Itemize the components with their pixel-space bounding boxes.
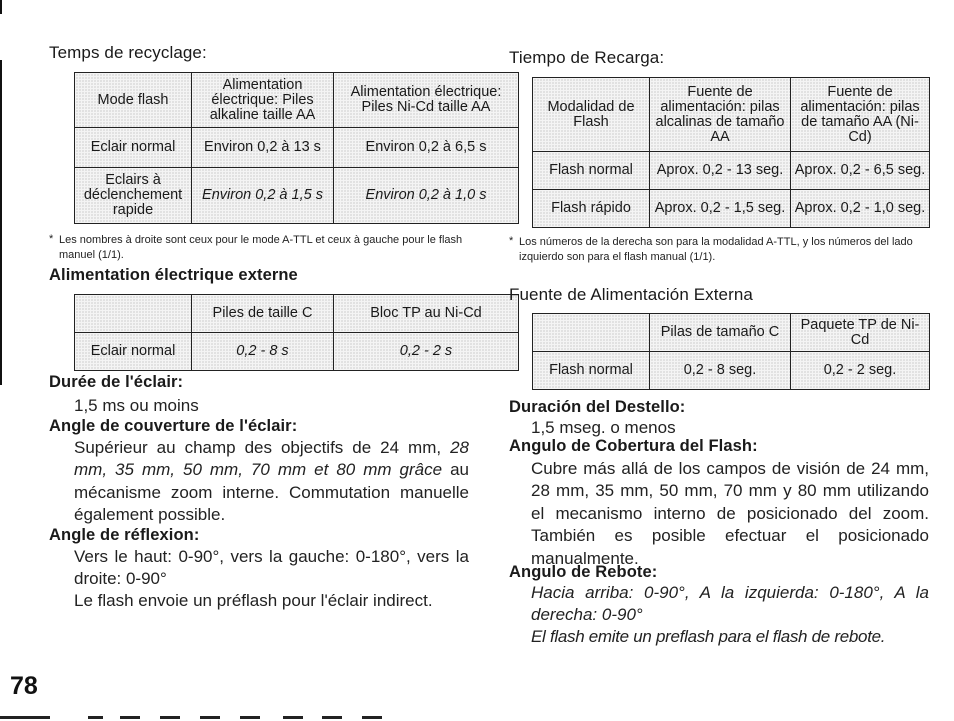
bottom-rule-segment bbox=[160, 716, 180, 719]
es-ext-empty-cell bbox=[533, 314, 650, 352]
fr-ext-header-tp: Bloc TP au Ni-Cd bbox=[334, 295, 519, 333]
fr-ext-row-value: 0,2 - 8 s bbox=[192, 333, 334, 371]
es-duration-title: Duración del Destello: bbox=[509, 398, 686, 416]
es-recycle-note bbox=[509, 235, 929, 264]
es-row-value: Aprox. 0,2 - 6,5 seg. bbox=[791, 152, 930, 190]
es-ext-header-tp: Paquete TP de Ni-Cd bbox=[791, 314, 930, 352]
fr-note-text: Les nombres à droite sont ceux pour le mode A-TTL et ceux à gauche pour le flash manuel (1/1). bbox=[59, 234, 463, 261]
fr-row-label: Eclair normal bbox=[75, 128, 192, 168]
fr-coverage-title: Angle de couverture de l'éclair: bbox=[49, 417, 298, 435]
es-ext-row-value: 0,2 - 8 seg. bbox=[650, 352, 791, 390]
es-row-label: Flash normal bbox=[533, 152, 650, 190]
es-recycle-table bbox=[532, 77, 930, 228]
fr-reflection-title: Angle de réflexion: bbox=[49, 526, 200, 544]
footnote-marker: * bbox=[49, 233, 54, 245]
bottom-rule-segment bbox=[362, 716, 382, 719]
es-ext-header-c: Pilas de tamaño C bbox=[650, 314, 791, 352]
fr-header-nicd: Alimentation électrique: Piles Ni-Cd taille AA bbox=[334, 73, 519, 128]
fr-header-mode: Mode flash bbox=[75, 73, 192, 128]
es-row-value: Aprox. 0,2 - 1,5 seg. bbox=[650, 190, 791, 228]
es-row-value: Aprox. 0,2 - 1,0 seg. bbox=[791, 190, 930, 228]
bottom-rule-segment bbox=[120, 716, 140, 719]
es-row-value: Aprox. 0,2 - 13 seg. bbox=[650, 152, 791, 190]
es-recycle-title: Tiempo de Recarga: bbox=[509, 48, 665, 67]
bottom-rule-segment bbox=[240, 716, 260, 719]
page-number: 78 bbox=[10, 672, 38, 700]
fr-ext-row-label: Eclair normal bbox=[75, 333, 192, 371]
fr-external-table bbox=[74, 294, 519, 371]
bottom-rule-segment bbox=[283, 716, 303, 719]
es-duration-text: 1,5 mseg. o menos bbox=[531, 418, 676, 437]
margin-mark-bottom bbox=[0, 60, 2, 385]
fr-row-label: Eclairs à déclenchement rapide bbox=[75, 168, 192, 224]
es-coverage-title: Angulo de Cobertura del Flash: bbox=[509, 437, 758, 455]
fr-recycle-note bbox=[49, 233, 474, 262]
margin-mark-top bbox=[0, 0, 2, 14]
fr-external-title: Alimentation électrique externe bbox=[49, 266, 298, 284]
es-header-mode: Modalidad de Flash bbox=[533, 78, 650, 152]
bottom-rule-segment bbox=[322, 716, 342, 719]
bottom-rule-segment bbox=[88, 716, 103, 719]
fr-ext-row-value: 0,2 - 2 s bbox=[334, 333, 519, 371]
es-header-nicd: Fuente de alimentación: pilas de tamaño AA (Ni-Cd) bbox=[791, 78, 930, 152]
fr-ext-empty-cell bbox=[75, 295, 192, 333]
fr-recycle-table bbox=[74, 72, 519, 224]
es-bounce-text2: El flash emite un preflash para el flash de rebote. bbox=[531, 627, 886, 646]
es-bounce-title: Angulo de Rebote: bbox=[509, 563, 658, 581]
es-coverage-text: Cubre más allá de los campos de visión de 24 mm, 28 mm, 35 mm, 50 mm, 70 mm y 80 mm utilizando el mecanismo interno de posicionado del zoom. También es posible efectuar el posicionado manualmente. bbox=[531, 459, 929, 568]
fr-ext-header-c: Piles de taille C bbox=[192, 295, 334, 333]
fr-row-value: Environ 0,2 à 13 s bbox=[192, 128, 334, 168]
bottom-rule-segment bbox=[200, 716, 220, 719]
es-ext-row-value: 0,2 - 2 seg. bbox=[791, 352, 930, 390]
fr-header-alkaline: Alimentation électrique: Piles alkaline taille AA bbox=[192, 73, 334, 128]
fr-reflection-text2: Le flash envoie un préflash pour l'éclair indirect. bbox=[74, 591, 433, 610]
fr-coverage-text-c: au mécanisme zoom interne. Commutation manuelle également possible. bbox=[74, 460, 469, 525]
fr-reflection-text1: Vers le haut: 0-90°, vers la gauche: 0-180°, vers la droite: 0-90° bbox=[74, 547, 469, 589]
fr-row-value: Environ 0,2 à 1,0 s bbox=[334, 168, 519, 224]
footnote-marker: * bbox=[509, 235, 514, 247]
es-ext-row-label: Flash normal bbox=[533, 352, 650, 390]
fr-coverage-text-b: 28 mm, 35 mm, 50 mm, 70 mm et 80 mm grâce bbox=[74, 438, 469, 480]
fr-coverage-text-a: Supérieur au champ des objectifs de 24 mm, bbox=[74, 438, 442, 457]
fr-coverage-text bbox=[74, 437, 469, 527]
es-bounce-text1: Hacia arriba: 0-90°, A la izquierda: 0-180°, A la derecha: 0-90° bbox=[531, 583, 929, 625]
bottom-rule-segment bbox=[0, 716, 50, 719]
fr-duration-text: 1,5 ms ou moins bbox=[74, 396, 199, 415]
fr-row-value: Environ 0,2 à 1,5 s bbox=[192, 168, 334, 224]
es-external-title: Fuente de Alimentación Externa bbox=[509, 285, 753, 304]
es-external-table bbox=[532, 313, 930, 390]
es-header-alkaline: Fuente de alimentación: pilas alcalinas de tamaño AA bbox=[650, 78, 791, 152]
fr-row-value: Environ 0,2 à 6,5 s bbox=[334, 128, 519, 168]
fr-recycle-title: Temps de recyclage: bbox=[49, 43, 207, 62]
fr-duration-title: Durée de l'éclair: bbox=[49, 373, 184, 391]
es-row-label: Flash rápido bbox=[533, 190, 650, 228]
es-note-text: Los números de la derecha son para la modalidad A-TTL, y los números del lado izquierdo son para el flash manual (1/1). bbox=[519, 236, 913, 263]
